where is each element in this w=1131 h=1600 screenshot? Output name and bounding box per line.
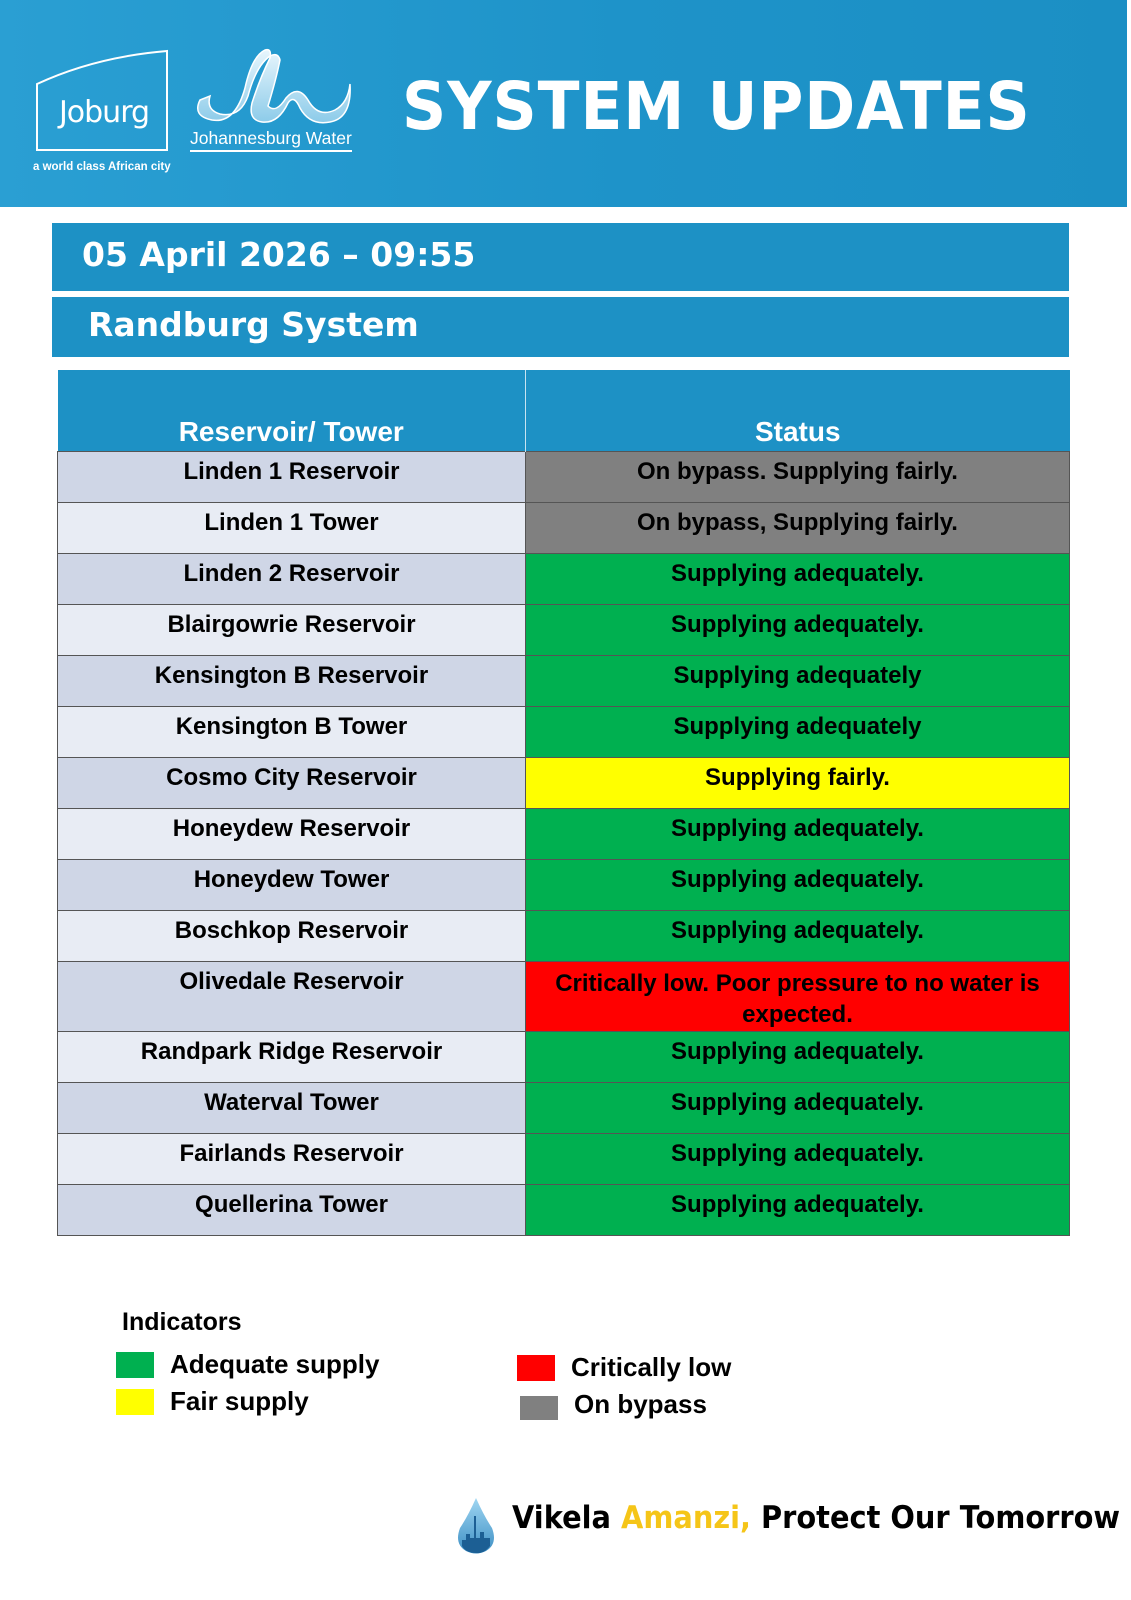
legend-item-bypass: [520, 1388, 707, 1420]
table-row: [58, 707, 1070, 758]
table-row: [58, 1032, 1070, 1083]
status-cell-bypass: On bypass. Supplying fairly.: [526, 452, 1070, 503]
status-cell-critical: Critically low. Poor pressure to no water is expected.: [526, 962, 1070, 1032]
status-cell-fair: Supplying fairly.: [526, 758, 1070, 809]
table-row: [58, 1134, 1070, 1185]
joburg-logo-text: Joburg: [58, 95, 150, 130]
table-row: [58, 554, 1070, 605]
table-header-row: [58, 370, 1070, 452]
water-drop-city-icon: [456, 1496, 496, 1554]
reservoir-name: Randpark Ridge Reservoir: [58, 1032, 526, 1083]
reservoir-name: Boschkop Reservoir: [58, 911, 526, 962]
reservoir-name: Cosmo City Reservoir: [58, 758, 526, 809]
status-cell-adequate: Supplying adequately.: [526, 860, 1070, 911]
status-cell-adequate: Supplying adequately.: [526, 1185, 1070, 1236]
reservoir-name: Kensington B Tower: [58, 707, 526, 758]
water-wave-logo-icon: [190, 48, 360, 130]
date-time: 05 April 2026 – 09:55: [82, 235, 476, 274]
status-cell-adequate: Supplying adequately.: [526, 911, 1070, 962]
system-name: Randburg System: [88, 305, 419, 344]
legend-swatch-fair: [116, 1389, 154, 1415]
page-title: SYSTEM UPDATES: [402, 68, 1031, 145]
legend-item-critical: [517, 1352, 731, 1383]
table-row: [58, 809, 1070, 860]
reservoir-name: Linden 1 Tower: [58, 503, 526, 554]
legend-label: On bypass: [574, 1388, 707, 1419]
status-cell-adequate: Supplying adequately: [526, 656, 1070, 707]
slogan-accent: Amanzi,: [621, 1500, 751, 1536]
legend-swatch-bypass: [520, 1396, 558, 1420]
slogan-part2: Protect Our Tomorrow: [750, 1500, 1121, 1536]
reservoir-name: Honeydew Reservoir: [58, 809, 526, 860]
reservoir-name: Blairgowrie Reservoir: [58, 605, 526, 656]
table-row: [58, 503, 1070, 554]
status-cell-adequate: Supplying adequately.: [526, 605, 1070, 656]
header-banner: [0, 0, 1127, 207]
slogan-part1: Vikela: [512, 1500, 622, 1536]
joburg-logo: [35, 49, 170, 152]
status-cell-adequate: Supplying adequately.: [526, 554, 1070, 605]
reservoir-name: Kensington B Reservoir: [58, 656, 526, 707]
water-logo-text: Johannesburg Water: [190, 128, 352, 152]
table-row: [58, 911, 1070, 962]
table-row: [58, 1083, 1070, 1134]
system-name-bar: [52, 297, 1069, 357]
legend-label: Fair supply: [170, 1386, 309, 1416]
status-cell-adequate: Supplying adequately.: [526, 1134, 1070, 1185]
column-header-status: Status: [526, 370, 1070, 452]
reservoir-name: Honeydew Tower: [58, 860, 526, 911]
legend-title: Indicators: [122, 1308, 242, 1336]
table-row: [58, 962, 1070, 1032]
status-table: [57, 370, 1070, 1236]
reservoir-name: Quellerina Tower: [58, 1185, 526, 1236]
legend-item-adequate: [116, 1349, 379, 1380]
legend-label: Adequate supply: [170, 1349, 380, 1379]
table-row: [58, 605, 1070, 656]
status-cell-adequate: Supplying adequately: [526, 707, 1070, 758]
column-header-reservoir: Reservoir/ Tower: [58, 370, 526, 452]
footer-slogan: [512, 1500, 1120, 1536]
legend-swatch-adequate: [116, 1352, 154, 1378]
status-cell-adequate: Supplying adequately.: [526, 1032, 1070, 1083]
legend-item-fair: [116, 1386, 309, 1417]
date-time-bar: [52, 223, 1069, 291]
table-row: [58, 758, 1070, 809]
table-row: [58, 656, 1070, 707]
reservoir-name: Linden 1 Reservoir: [58, 452, 526, 503]
table-row: [58, 860, 1070, 911]
legend-label: Critically low: [571, 1352, 732, 1382]
status-cell-adequate: Supplying adequately.: [526, 1083, 1070, 1134]
table-row: [58, 1185, 1070, 1236]
reservoir-name: Linden 2 Reservoir: [58, 554, 526, 605]
reservoir-name: Olivedale Reservoir: [58, 962, 526, 1032]
reservoir-name: Fairlands Reservoir: [58, 1134, 526, 1185]
legend-swatch-critical: [517, 1355, 555, 1381]
joburg-tagline: a world class African city: [33, 161, 171, 173]
status-cell-bypass: On bypass, Supplying fairly.: [526, 503, 1070, 554]
table-row: [58, 452, 1070, 503]
reservoir-name: Waterval Tower: [58, 1083, 526, 1134]
status-cell-adequate: Supplying adequately.: [526, 809, 1070, 860]
